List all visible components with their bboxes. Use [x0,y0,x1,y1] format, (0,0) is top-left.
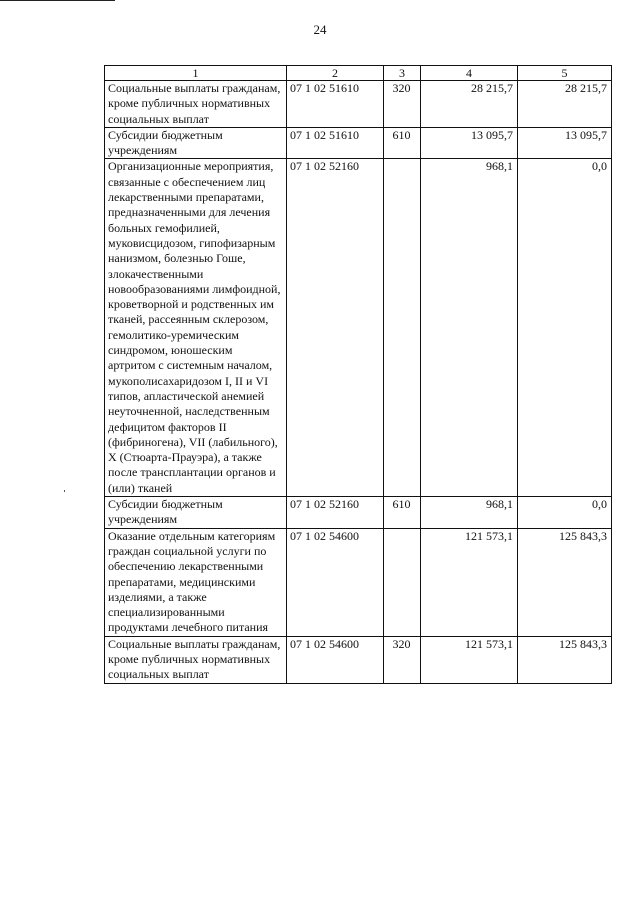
header-col-4: 4 [421,66,518,81]
table-row [105,636,612,683]
row-amount-2: 0,0 [518,497,612,529]
row-target-code: 07 1 02 51610 [287,127,384,159]
row-amount-1: 121 573,1 [421,528,518,636]
header-col-5: 5 [518,66,612,81]
row-name: Социальные выплаты гражданам, кроме публичных нормативных социальных выплат [105,81,287,128]
budget-table [104,65,612,684]
table-row [105,528,612,636]
table-row [105,81,612,128]
row-target-code: 07 1 02 54600 [287,636,384,683]
row-amount-2: 0,0 [518,159,612,497]
table-row [105,497,612,529]
row-amount-1: 968,1 [421,497,518,529]
table-row [105,127,612,159]
row-expense-type: 320 [384,81,421,128]
row-amount-2: 13 095,7 [518,127,612,159]
row-name: Организационные мероприятия, связанные с обеспечением лиц лекарственными препаратами, предназначенными для лечения больных гемофилией, муковисцидозом, гипофизарным нанизмом, болезнью Гоше, злокачественными новообразованиями лимфоидной, кроветворной и родственных им тканей, рассеянным склерозом, гемолитико-уремическим синдромом, юношеским артритом с системным началом, мукополисахаридозом I, II и VI типов, апластической анемией неуточненной, наследственным дефицитом факторов II (фибриногена), VII (лабильного), X (Стюарта-Прауэра), а также после трансплантации органов и (или) тканей [105,159,287,497]
row-amount-1: 13 095,7 [421,127,518,159]
header-col-1: 1 [105,66,287,81]
row-name: Социальные выплаты гражданам, кроме публичных нормативных социальных выплат [105,636,287,683]
row-target-code: 07 1 02 51610 [287,81,384,128]
row-expense-type: 610 [384,497,421,529]
row-target-code: 07 1 02 52160 [287,497,384,529]
page-number: 24 [313,22,327,37]
row-expense-type [384,159,421,497]
row-name: Оказание отдельным категориям граждан социальной услуги по обеспечению лекарственными препаратами, медицинскими изделиями, а также специализированными продуктами лечебного питания [105,528,287,636]
row-name: Субсидии бюджетным учреждениям [105,127,287,159]
row-amount-1: 968,1 [421,159,518,497]
row-expense-type: 610 [384,127,421,159]
row-expense-type [384,528,421,636]
table-header-row [105,66,612,81]
row-target-code: 07 1 02 52160 [287,159,384,497]
row-amount-1: 28 215,7 [421,81,518,128]
row-target-code: 07 1 02 54600 [287,528,384,636]
table-row [105,159,612,497]
header-col-3: 3 [384,66,421,81]
row-amount-2: 125 843,3 [518,636,612,683]
header-col-2: 2 [287,66,384,81]
row-amount-2: 125 843,3 [518,528,612,636]
scan-edge-line [0,0,115,1]
row-name: Субсидии бюджетным учреждениям [105,497,287,529]
row-expense-type: 320 [384,636,421,683]
row-amount-1: 121 573,1 [421,636,518,683]
row-amount-2: 28 215,7 [518,81,612,128]
scan-speck [64,490,65,492]
